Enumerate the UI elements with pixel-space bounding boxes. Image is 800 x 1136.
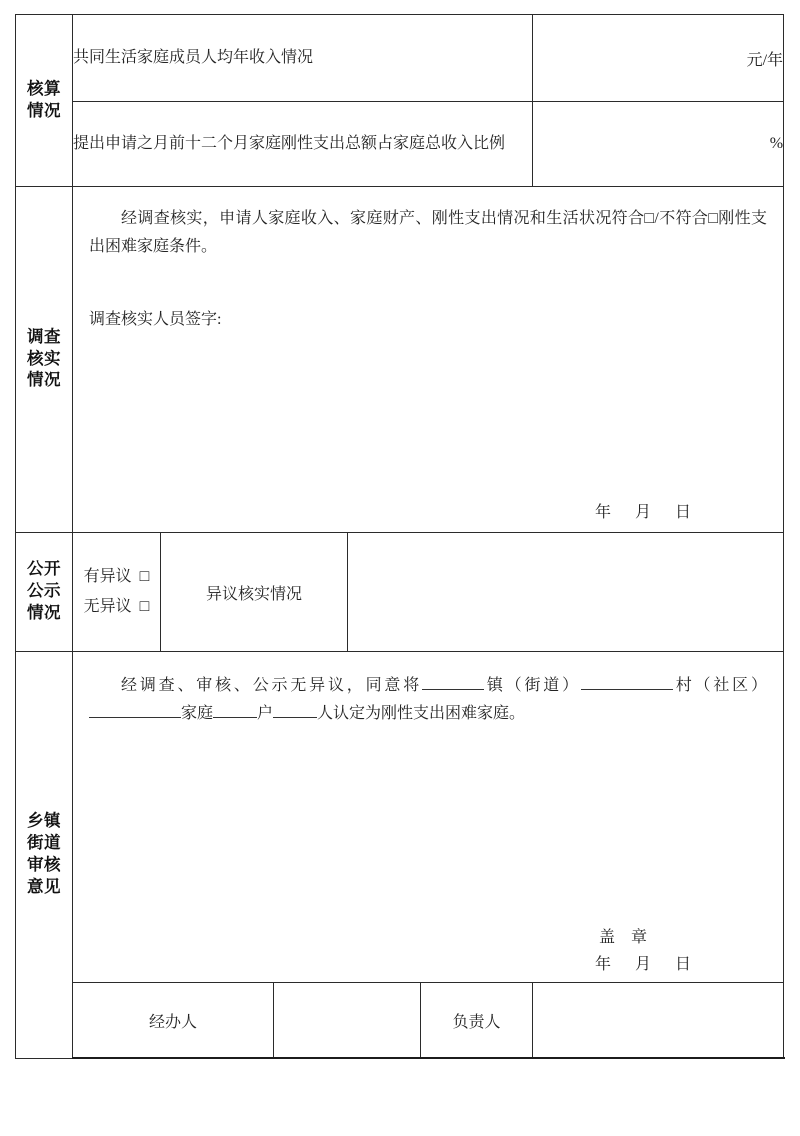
section-label-township-line-3: 审核 bbox=[27, 855, 61, 874]
township-opinion-cell[interactable] bbox=[73, 652, 784, 983]
handler-value[interactable] bbox=[274, 983, 421, 1059]
township-blank-family[interactable] bbox=[89, 717, 181, 718]
table-row-accounting-income bbox=[16, 15, 784, 102]
township-blank-village[interactable] bbox=[581, 689, 673, 690]
investigation-signature-label: 调查核实人员签字: bbox=[89, 310, 222, 328]
township-paragraph-part-4: （社区） bbox=[694, 677, 767, 694]
section-label-accounting-line-2: 情况 bbox=[27, 101, 61, 120]
township-blank-town[interactable] bbox=[422, 689, 484, 690]
investigation-date-line[interactable]: 年 月 日 bbox=[595, 504, 692, 521]
township-paragraph bbox=[89, 672, 767, 729]
table-row-investigation bbox=[16, 187, 784, 533]
township-seal-label: 盖 章 bbox=[599, 929, 648, 946]
township-paragraph-part-1: 经调查、审核、公示无异议，同意将 bbox=[121, 677, 423, 694]
table-row-township-opinion bbox=[16, 652, 784, 983]
section-label-accounting bbox=[16, 15, 73, 187]
township-paragraph-part-5: 家庭 bbox=[181, 705, 214, 723]
section-label-investigation-line-1: 调查 bbox=[27, 327, 61, 346]
accounting-item-income-label: 共同生活家庭成员人均年收入情况 bbox=[73, 15, 533, 102]
township-blank-households[interactable] bbox=[213, 717, 257, 718]
assessment-form-table bbox=[15, 14, 784, 1059]
section-label-investigation bbox=[16, 187, 73, 533]
section-label-publicity bbox=[16, 533, 73, 652]
section-label-township-line-4: 意见 bbox=[27, 877, 61, 896]
township-blank-persons[interactable] bbox=[273, 717, 317, 718]
township-paragraph-part-2: 镇（街道） bbox=[484, 677, 581, 694]
section-label-publicity-line-2: 公示 bbox=[27, 582, 61, 601]
handler-label: 经办人 bbox=[73, 983, 274, 1059]
section-label-township-line-1: 乡镇 bbox=[27, 812, 61, 831]
section-label-township-line-2: 街道 bbox=[27, 833, 61, 852]
table-row-signatures bbox=[16, 983, 784, 1059]
table-row-publicity bbox=[16, 533, 784, 652]
responsible-value[interactable] bbox=[533, 983, 784, 1059]
section-label-township bbox=[16, 652, 73, 1059]
township-date-line[interactable]: 年 月 日 bbox=[595, 956, 692, 973]
township-paragraph-part-7: 人认定为刚性支出困难家庭。 bbox=[317, 705, 526, 723]
objection-review-title: 异议核实情况 bbox=[161, 533, 348, 652]
accounting-item-ratio-unit[interactable]: % bbox=[533, 102, 784, 187]
section-label-investigation-line-3: 情况 bbox=[27, 371, 61, 390]
objection-review-value[interactable] bbox=[348, 533, 784, 652]
objection-options-cell[interactable] bbox=[73, 533, 161, 652]
objection-option-yes[interactable]: 有异议 □ bbox=[83, 567, 150, 585]
township-paragraph-part-3: 村 bbox=[672, 677, 695, 694]
objection-option-no[interactable]: 无异议 □ bbox=[83, 598, 150, 615]
section-label-investigation-line-2: 核实 bbox=[27, 349, 61, 368]
township-paragraph-part-6: 户 bbox=[257, 705, 274, 723]
table-row-accounting-ratio bbox=[16, 102, 784, 187]
accounting-item-income-unit[interactable]: 元/年 bbox=[533, 15, 784, 102]
investigation-paragraph: 经调查核实，申请人家庭收入、家庭财产、刚性支出情况和生活状况符合□/不符合□刚性支出困难家庭条件。 bbox=[89, 210, 768, 256]
responsible-label: 负责人 bbox=[421, 983, 533, 1059]
accounting-item-ratio-label: 提出申请之月前十二个月家庭刚性支出总额占家庭总收入比例 bbox=[73, 102, 533, 187]
section-label-publicity-line-1: 公开 bbox=[27, 560, 61, 579]
section-label-accounting-line-1: 核算 bbox=[27, 79, 61, 98]
investigation-content-cell[interactable] bbox=[73, 187, 784, 533]
section-label-publicity-line-3: 情况 bbox=[27, 603, 61, 622]
